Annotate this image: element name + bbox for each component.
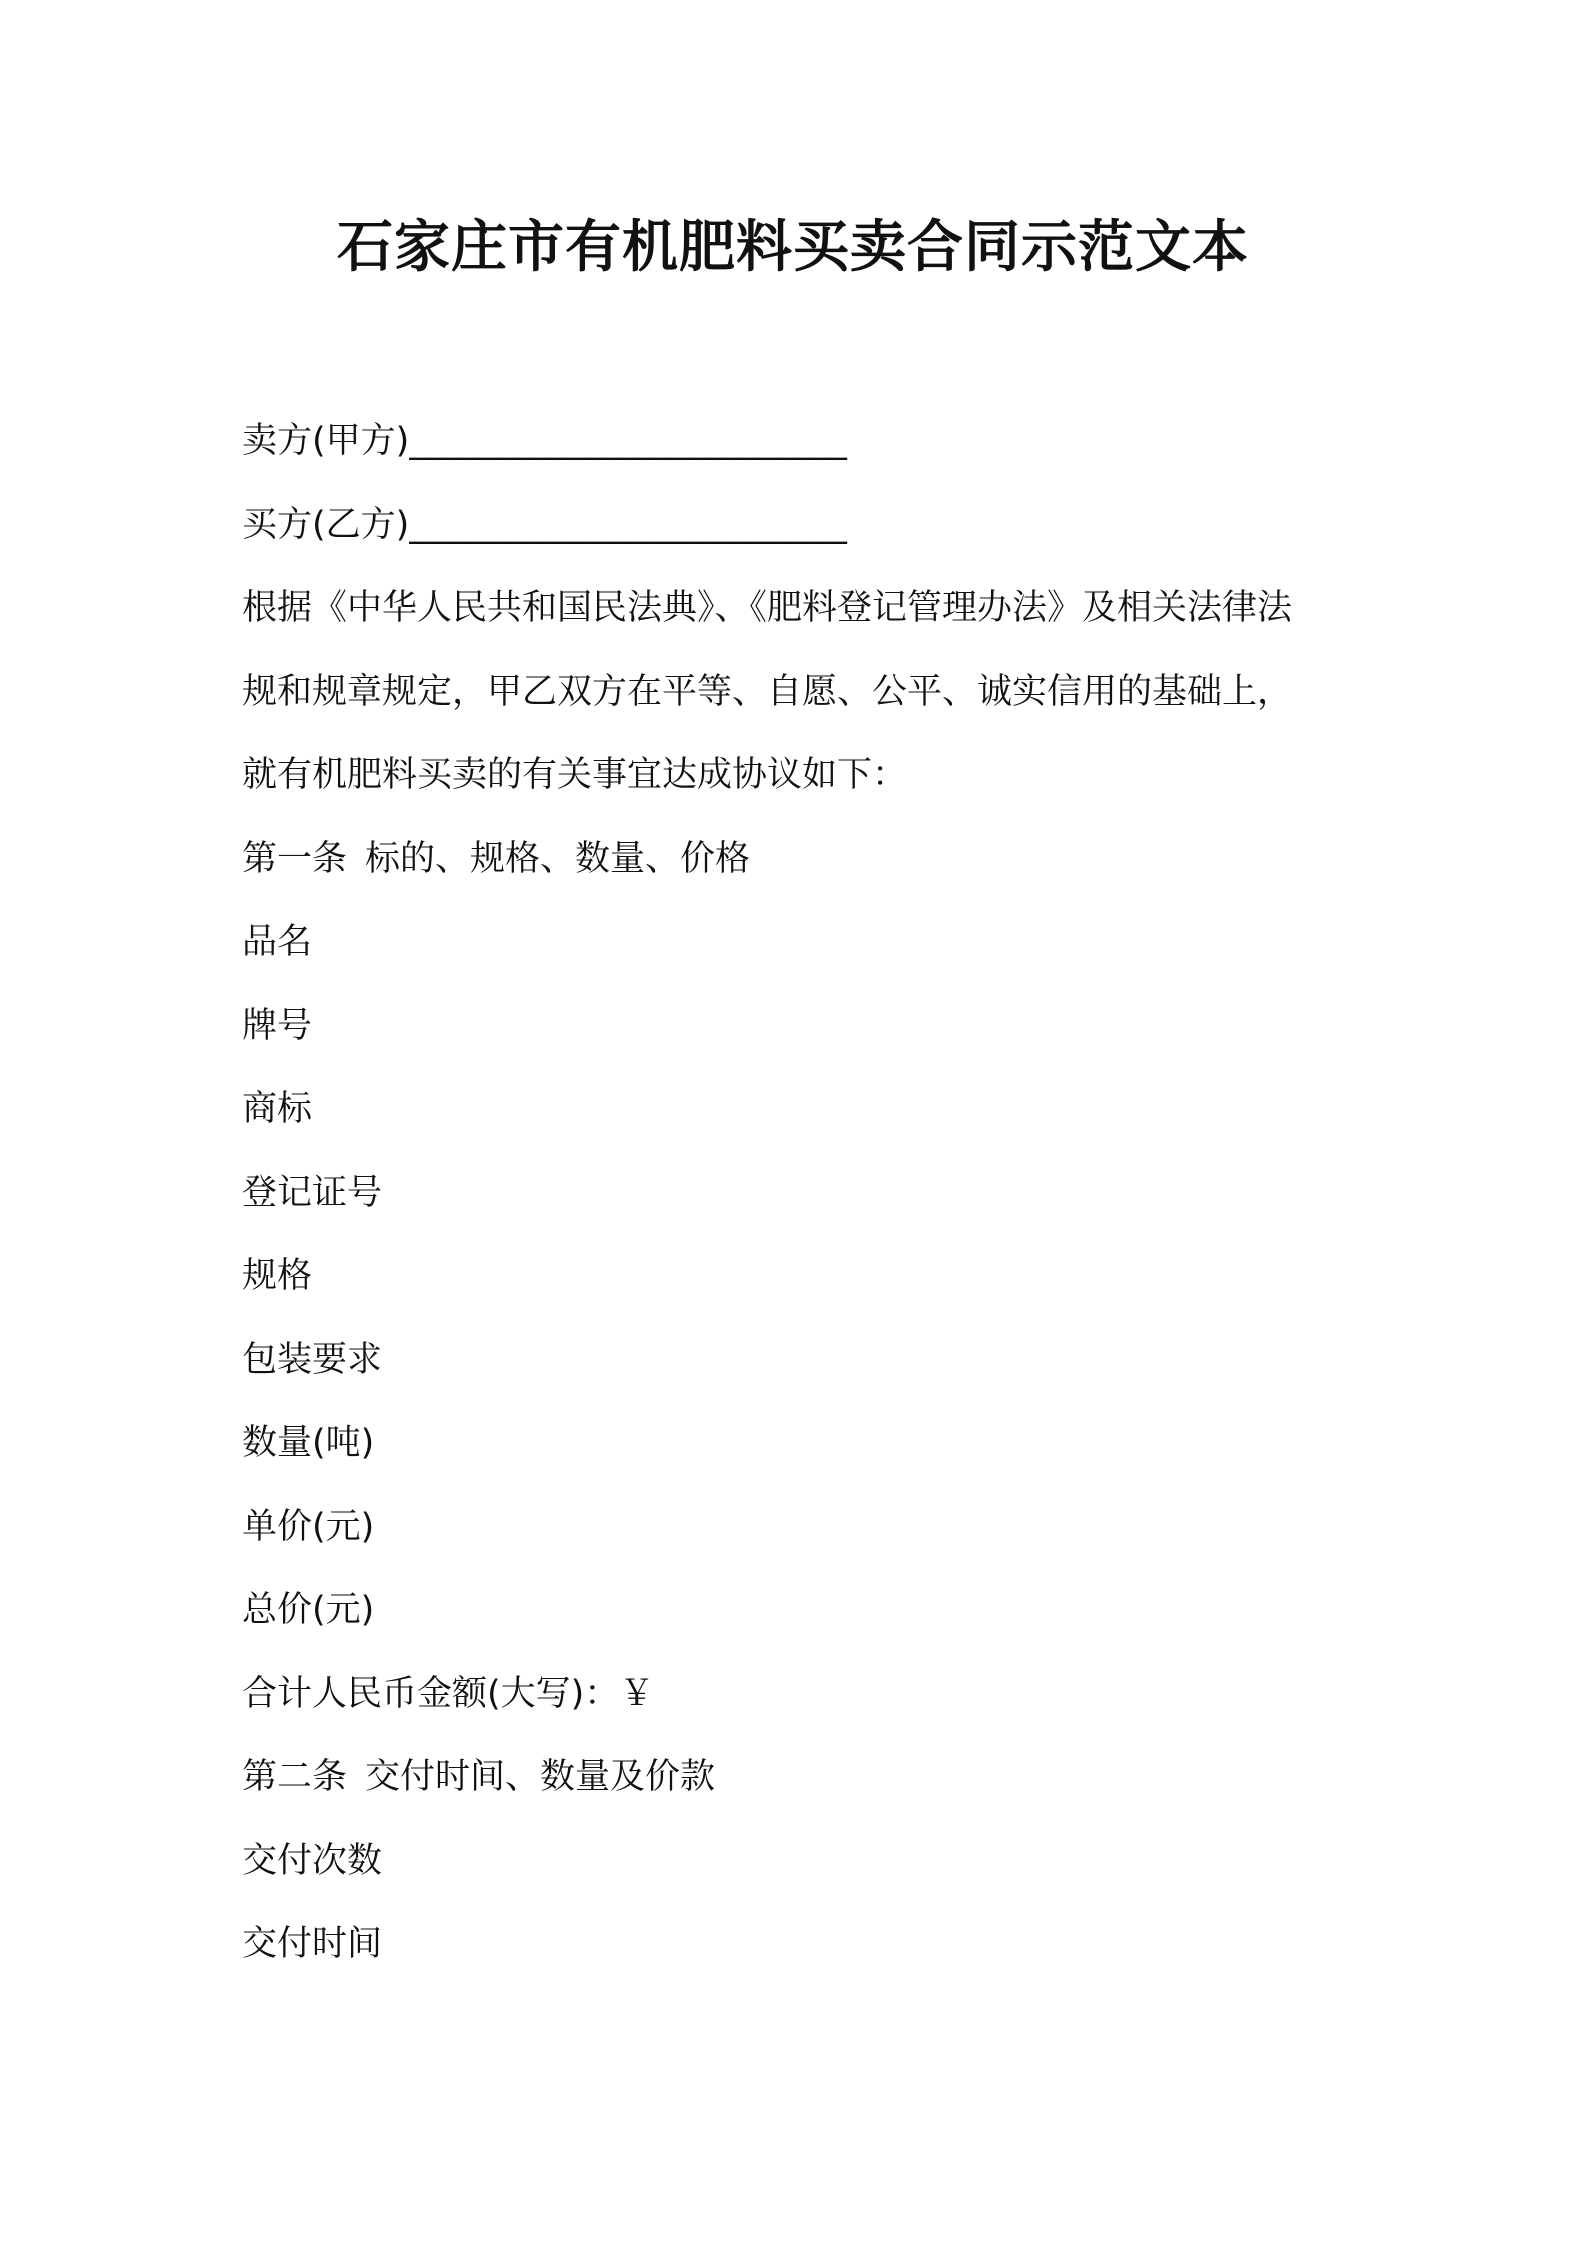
document-title: 石家庄市有机肥料买卖合同示范文本 [337,215,1249,280]
field-item: 数量(吨) [242,1423,375,1463]
article-1-number: 第一条 [242,838,348,879]
seller-blank: _________________________ [409,421,847,461]
field-item: 登记证号 [242,1172,383,1213]
total-amount-line: 合计人民币金额(大写)：￥ [242,1673,655,1714]
buyer-label: 买方(乙方) [242,504,410,545]
seller-line [242,400,1372,484]
preamble-line: 根据《中华人民共和国民法典》、《肥料登记管理办法》及相关法律法 [242,588,1293,628]
preamble-line: 就有机肥料买卖的有关事宜达成协议如下： [242,755,908,795]
field-item: 单价(元) [242,1506,375,1547]
field-item: 商标 [242,1089,313,1129]
field-item: 总价(元) [242,1590,375,1630]
field-item: 牌号 [242,1005,313,1046]
buyer-line [242,484,1372,568]
field-item: 交付时间 [242,1924,383,1964]
buyer-blank: _________________________ [409,504,847,545]
field-item: 品名 [242,922,313,962]
document-body [242,400,1372,1987]
article-2-heading [242,1736,1372,1820]
preamble-line: 规和规章规定，甲乙双方在平等、自愿、公平、诚实信用的基础上， [242,671,1293,712]
article-1-title: 标的、规格、数量、价格 [365,838,751,879]
seller-label: 卖方(甲方) [242,421,410,461]
article-2-number: 第二条 [242,1757,348,1797]
article-1-heading [242,818,1372,902]
field-item: 包装要求 [242,1339,383,1380]
field-item: 规格 [242,1256,313,1296]
field-item: 交付次数 [242,1840,383,1881]
article-2-title: 交付时间、数量及价款 [365,1757,716,1797]
